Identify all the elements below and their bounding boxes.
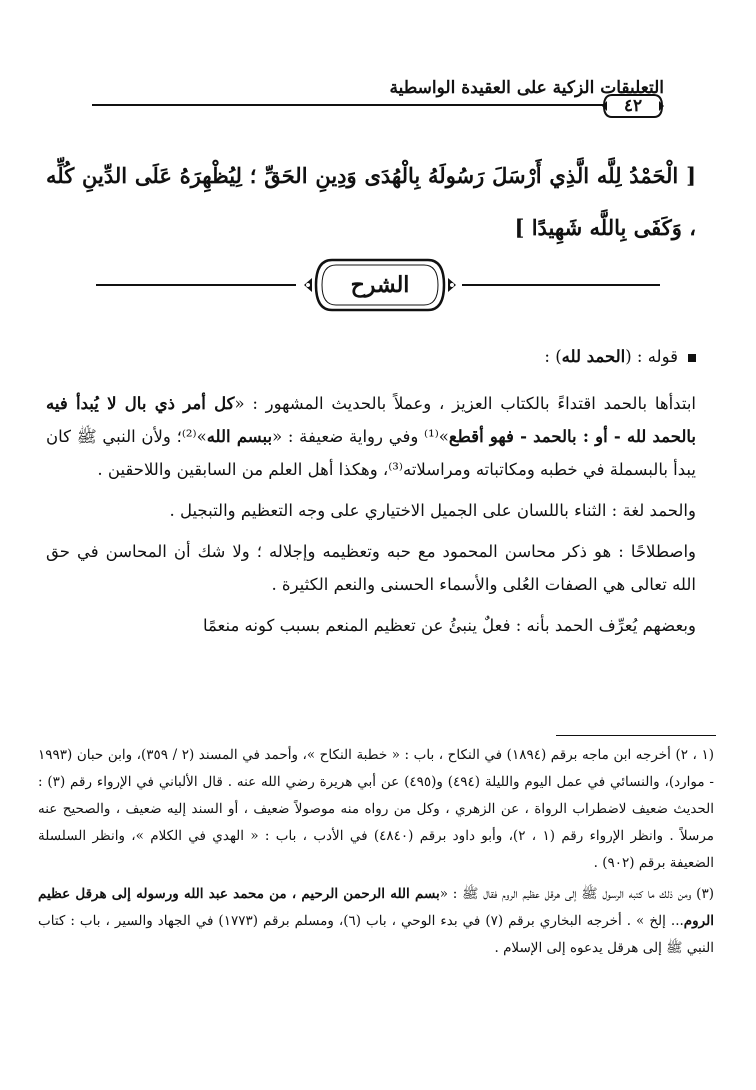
footnote-1-2: (١ ، ٢) أخرجه ابن ماجه برقم (١٨٩٤) في النكاح ، باب : « خطبة النكاح »، وأحمد في المسند (٢ / ٣٥٩)، وابن حبان (١٩٩٣ - موارد)، والنسائي في عمل اليوم والليلة (٤٩٤) و(٤٩٥) عن أبي هريرة رضي الله عنه . قال الألباني في الإرواء رقم (٣) : الحديث ضعيف لاضطراب الرواة ، عن الزهري ، وكل من رواه منه موصولاً ضعيف ، أو السند إليه ضعيف ، والصحيح عنه مرسلاً . وانظر الإرواء رقم (١ ، ٢)، وأبو داود برقم (٤٨٤٠) في الأدب ، باب : « الهدي في الكلام »، وانظر السلسلة الضعيفة برقم (٩٠٢) . — [38, 747, 714, 871]
footnotes — [38, 742, 714, 966]
footnote-3: (٣) ومن ذلك ما كتبه الرسول ﷺ إلى هرقل عظيم الروم فقال ﷺ : «بسم الله الرحمن الرحيم ، من محمد عبد الله ورسوله إلى هرقل عظيم الروم... إلخ » . أخرجه البخاري برقم (٧) في بدء الوحي ، باب (٦)، ومسلم برقم (١٧٧٣) في الجهاد والسير ، باب : كتاب النبي ﷺ إلى هرقل يدعوه إلى الإسلام . — [38, 886, 714, 956]
commentary-body — [46, 340, 696, 650]
sharh-ornament — [302, 254, 458, 316]
running-header-title: التعليقات الزكية على العقيدة الواسطية — [389, 78, 664, 98]
qawluh-term: الحمد لله — [561, 347, 626, 366]
paragraph-2: والحمد لغة : الثناء باللسان على الجميل الاختياري على وجه التعظيم والتبجيل . — [169, 501, 696, 520]
bismillah-text: ببسم الله — [206, 427, 273, 446]
page-number-ornament — [600, 92, 666, 120]
matn-verse: [ الْحَمْدُ لِلَّه الَّذِي أَرْسَلَ رَسُولَهُ بِالْهُدَى وَدِينِ الحَقِّ ؛ لِيُظْهِرَهُ عَلَى الدِّينِ كُلِّه ، وَكَفَى بِاللَّه شَهِيدًا ] — [46, 163, 696, 240]
paragraph-3: واصطلاحًا : هو ذكر محاسن المحمود مع حبه وتعظيمه وإجلاله ؛ ولا شك أن المحاسن في حق الله تعالى هي الصفات العُلى والأسماء الحسنى والنعم الكثيرة . — [46, 542, 696, 594]
qawluh-heading: قوله : (الحمد لله) : — [46, 340, 696, 373]
section-title: الشرح — [350, 272, 410, 298]
header-rule — [92, 104, 604, 106]
footnote-rule — [556, 735, 716, 736]
paragraph-4: وبعضهم يُعرِّف الحمد بأنه : فعلٌ ينبئُ عن تعظيم المنعم بسبب كونه منعمًا — [202, 616, 696, 635]
sharh-rule-right — [462, 284, 660, 286]
square-bullet-icon — [688, 354, 696, 362]
footnote-3-quote: بسم الله الرحمن الرحيم ، من محمد عبد الله ورسوله إلى هرقل عظيم الروم — [38, 886, 714, 929]
hadith-text: كل أمر ذي بال لا يُبدأ فيه بالحمد لله - أو : بالحمد - فهو أقطع — [46, 394, 697, 446]
page-number: ٤٢ — [623, 96, 643, 116]
sharh-rule-left — [96, 284, 296, 286]
paragraph-1: ابتدأها بالحمد اقتداءً بالكتاب العزيز ، وعملاً بالحديث المشهور : «كل أمر ذي بال لا يُبدأ فيه بالحمد لله - أو : بالحمد - فهو أقطع»⁽¹⁾ وفي رواية ضعيفة : «ببسم الله»⁽²⁾؛ ولأن النبي ﷺ كان يبدأ بالبسملة في خطبه ومكاتباته ومراسلاته⁽³⁾، وهكذا أهل العلم من السابقين واللاحقين . — [46, 394, 697, 479]
